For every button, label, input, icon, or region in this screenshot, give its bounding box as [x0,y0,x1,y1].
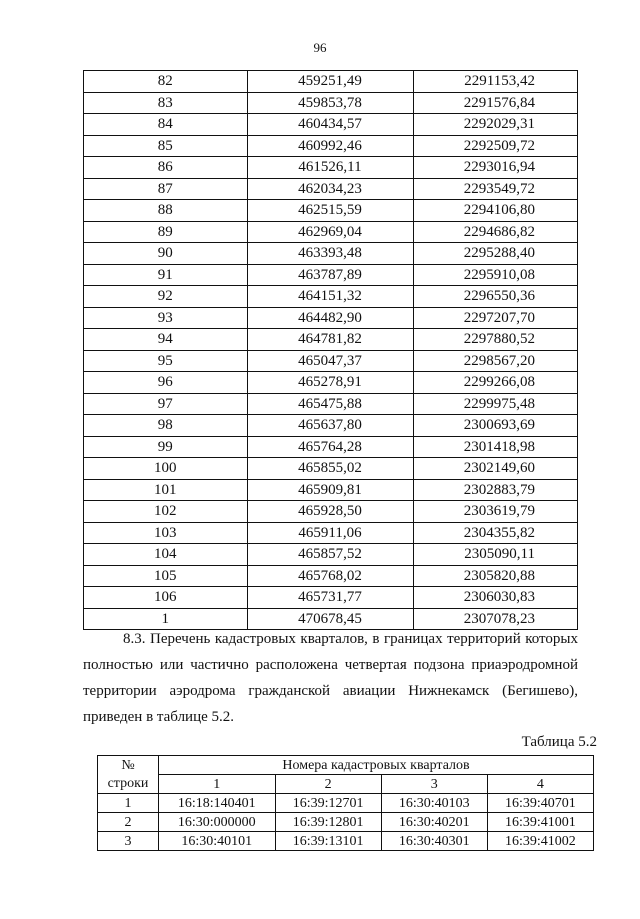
table-row [84,71,578,93]
table-row [84,200,578,222]
y-coordinate-cell: 2294686,82 [413,221,578,243]
page-number: 96 [313,40,327,55]
cadastral-number-cell: 16:39:12701 [275,794,381,813]
column-header: 1 [159,775,276,794]
table-row [84,501,578,523]
table-row [84,92,578,114]
section-paragraph [83,626,578,730]
column-header: 3 [381,775,487,794]
point-number-cell: 103 [84,522,248,544]
cadastral-number-cell: 16:39:13101 [275,832,381,851]
y-coordinate-cell: 2295910,08 [413,264,578,286]
y-coordinate-cell: 2300693,69 [413,415,578,437]
y-coordinate-cell: 2294106,80 [413,200,578,222]
x-coordinate-cell: 465909,81 [247,479,413,501]
x-coordinate-cell: 464482,90 [247,307,413,329]
x-coordinate-cell: 461526,11 [247,157,413,179]
table-row [84,286,578,308]
table-row [84,135,578,157]
y-coordinate-cell: 2302149,60 [413,458,578,480]
row-number-cell: 3 [98,832,159,851]
table-row [84,221,578,243]
point-number-cell: 105 [84,565,248,587]
cadastral-number-cell: 16:30:40103 [381,794,487,813]
y-coordinate-cell: 2297880,52 [413,329,578,351]
y-coordinate-cell: 2292029,31 [413,114,578,136]
point-number-cell: 104 [84,544,248,566]
point-number-cell: 101 [84,479,248,501]
y-coordinate-cell: 2297207,70 [413,307,578,329]
y-coordinate-cell: 2306030,83 [413,587,578,609]
table-row [84,114,578,136]
x-coordinate-cell: 459853,78 [247,92,413,114]
x-coordinate-cell: 465928,50 [247,501,413,523]
point-number-cell: 90 [84,243,248,265]
point-number-cell: 86 [84,157,248,179]
x-coordinate-cell: 465278,91 [247,372,413,394]
x-coordinate-cell: 465475,88 [247,393,413,415]
point-number-cell: 87 [84,178,248,200]
point-number-cell: 85 [84,135,248,157]
x-coordinate-cell: 464781,82 [247,329,413,351]
x-coordinate-cell: 464151,32 [247,286,413,308]
y-coordinate-cell: 2299975,48 [413,393,578,415]
x-coordinate-cell: 462034,23 [247,178,413,200]
table-row [84,544,578,566]
cadastral-number-cell: 16:39:12801 [275,813,381,832]
point-number-cell: 98 [84,415,248,437]
table-row [84,372,578,394]
column-header: 2 [275,775,381,794]
x-coordinate-cell: 462969,04 [247,221,413,243]
table-row [84,178,578,200]
y-coordinate-cell: 2302883,79 [413,479,578,501]
point-number-cell: 100 [84,458,248,480]
y-coordinate-cell: 2292509,72 [413,135,578,157]
x-coordinate-cell: 465047,37 [247,350,413,372]
row-number-cell: 1 [98,794,159,813]
point-number-cell: 89 [84,221,248,243]
table-row [84,436,578,458]
cadastral-number-cell: 16:30:40201 [381,813,487,832]
x-coordinate-cell: 465768,02 [247,565,413,587]
x-coordinate-cell: 465731,77 [247,587,413,609]
point-number-cell: 88 [84,200,248,222]
cadastral-number-cell: 16:30:40101 [159,832,276,851]
table-row [84,587,578,609]
cadastral-number-cell: 16:30:000000 [159,813,276,832]
point-number-cell: 102 [84,501,248,523]
x-coordinate-cell: 463393,48 [247,243,413,265]
table-row [84,307,578,329]
table-row [98,832,594,851]
y-coordinate-cell: 2307078,23 [413,608,578,630]
row-number-header-sub: строки [98,775,159,794]
table-row [84,565,578,587]
y-coordinate-cell: 2303619,79 [413,501,578,523]
x-coordinate-cell: 465855,02 [247,458,413,480]
table-row [84,458,578,480]
point-number-cell: 94 [84,329,248,351]
x-coordinate-cell: 470678,45 [247,608,413,630]
y-coordinate-cell: 2293016,94 [413,157,578,179]
cadastral-number-cell: 16:30:40301 [381,832,487,851]
point-number-cell: 99 [84,436,248,458]
table-row [84,243,578,265]
table-row [84,415,578,437]
x-coordinate-cell: 460992,46 [247,135,413,157]
cadastral-number-cell: 16:39:40701 [487,794,593,813]
table-row [98,813,594,832]
point-number-cell: 84 [84,114,248,136]
table-row [84,264,578,286]
cadastral-table [97,755,594,851]
table-caption: Таблица 5.2 [521,734,597,750]
y-coordinate-cell: 2305090,11 [413,544,578,566]
table-row [84,157,578,179]
paragraph-line: территории аэродрома гражданской авиации Нижнекамск (Бегишево), [83,683,578,699]
y-coordinate-cell: 2295288,40 [413,243,578,265]
y-coordinate-cell: 2305820,88 [413,565,578,587]
y-coordinate-cell: 2304355,82 [413,522,578,544]
row-number-cell: 2 [98,813,159,832]
coordinates-table [83,70,578,630]
cadastral-number-cell: 16:39:41001 [487,813,593,832]
table-row [84,522,578,544]
x-coordinate-cell: 465764,28 [247,436,413,458]
y-coordinate-cell: 2293549,72 [413,178,578,200]
point-number-cell: 91 [84,264,248,286]
paragraph-line: 8.3. Перечень кадастровых кварталов, в границах территорий которых [123,631,578,647]
table-row [84,329,578,351]
table-row [84,350,578,372]
y-coordinate-cell: 2296550,36 [413,286,578,308]
y-coordinate-cell: 2301418,98 [413,436,578,458]
x-coordinate-cell: 463787,89 [247,264,413,286]
y-coordinate-cell: 2291153,42 [413,71,578,93]
table-row [84,479,578,501]
paragraph-line: приведен в таблице 5.2. [83,709,235,725]
point-number-cell: 82 [84,71,248,93]
x-coordinate-cell: 460434,57 [247,114,413,136]
x-coordinate-cell: 459251,49 [247,71,413,93]
point-number-cell: 95 [84,350,248,372]
point-number-cell: 92 [84,286,248,308]
point-number-cell: 83 [84,92,248,114]
y-coordinate-cell: 2291576,84 [413,92,578,114]
y-coordinate-cell: 2299266,08 [413,372,578,394]
point-number-cell: 96 [84,372,248,394]
cadastral-number-cell: 16:39:41002 [487,832,593,851]
point-number-cell: 93 [84,307,248,329]
point-number-cell: 106 [84,587,248,609]
table-row [84,393,578,415]
column-header: 4 [487,775,593,794]
y-coordinate-cell: 2298567,20 [413,350,578,372]
table-row [98,794,594,813]
x-coordinate-cell: 462515,59 [247,200,413,222]
x-coordinate-cell: 465911,06 [247,522,413,544]
row-number-header: № [98,756,159,775]
x-coordinate-cell: 465637,80 [247,415,413,437]
point-number-cell: 1 [84,608,248,630]
paragraph-line: полностью или частично расположена четвертая подзона приаэродромной [83,657,578,673]
point-number-cell: 97 [84,393,248,415]
cadastral-number-cell: 16:18:140401 [159,794,276,813]
cadastral-group-header: Номера кадастровых кварталов [159,756,594,775]
x-coordinate-cell: 465857,52 [247,544,413,566]
